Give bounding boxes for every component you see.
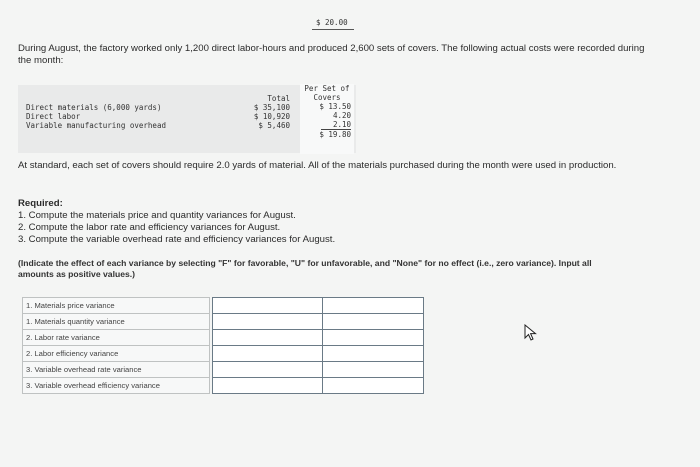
variance-effect-select[interactable] <box>323 314 423 329</box>
variance-effect-cell <box>323 330 424 346</box>
mouse-pointer-icon <box>524 324 538 347</box>
variance-amount-cell <box>213 298 323 314</box>
cost-row-label: Variable manufacturing overhead <box>26 121 166 130</box>
variance-amount-cell <box>213 314 323 330</box>
variance-amount-input[interactable] <box>213 362 322 377</box>
cost-row-label: Direct materials (6,000 yards) <box>26 103 162 112</box>
variance-answer-table <box>22 297 424 394</box>
variance-amount-cell <box>213 378 323 394</box>
standard-note: At standard, each set of covers should require 2.0 yards of material. All of the materials purchased during the month were used in production. <box>18 160 617 171</box>
total-header: Total <box>267 94 290 103</box>
required-item: 3. Compute the variable overhead rate and efficiency variances for August. <box>18 234 336 245</box>
per-set-value: 4.20 <box>332 111 351 120</box>
per-set-total: $ 19.80 <box>319 130 351 139</box>
variance-effect-cell <box>323 378 424 394</box>
per-set-header: Covers <box>313 93 341 102</box>
variance-amount-cell <box>213 346 323 362</box>
variance-amount-input[interactable] <box>213 346 322 361</box>
variance-effect-cell <box>323 298 424 314</box>
required-section <box>18 198 335 246</box>
per-set-value: $ 13.50 <box>319 102 351 111</box>
variance-effect-cell <box>323 346 424 362</box>
instruction-text: (Indicate the effect of each variance by selecting "F" for favorable, "U" for unfavorable, and "None" for no effect (i.e., zero variance). Input all amounts as positive values.) <box>18 258 592 279</box>
table-row <box>23 330 424 346</box>
per-set-value: 2.10 <box>321 120 351 130</box>
variance-amount-cell <box>213 330 323 346</box>
table-row <box>23 314 424 330</box>
variance-amount-cell <box>213 362 323 378</box>
variance-effect-select[interactable] <box>323 298 423 313</box>
required-title: Required: <box>18 198 63 209</box>
variance-label: 2. Labor rate variance <box>23 330 210 346</box>
variance-amount-input[interactable] <box>213 298 322 313</box>
variance-effect-select[interactable] <box>323 330 423 345</box>
variance-effect-cell <box>323 362 424 378</box>
variance-amount-input[interactable] <box>213 378 322 393</box>
per-set-header: Per Set of <box>304 84 350 93</box>
total-value: $ 10,920 <box>253 112 290 121</box>
total-column <box>248 94 290 130</box>
total-value: $ 5,460 <box>258 121 290 130</box>
required-item: 1. Compute the materials price and quantity variances for August. <box>18 210 296 221</box>
required-item: 2. Compute the labor rate and efficiency variances for August. <box>18 222 281 233</box>
variance-effect-select[interactable] <box>323 378 423 393</box>
variance-label: 2. Labor efficiency variance <box>23 346 210 362</box>
cost-row-label: Direct labor <box>26 112 81 121</box>
variance-amount-input[interactable] <box>213 314 322 329</box>
table-row <box>23 298 424 314</box>
previous-total-value: $ 20.00 <box>312 18 354 30</box>
variance-amount-input[interactable] <box>213 330 322 345</box>
table-row <box>23 346 424 362</box>
intro-text: During August, the factory worked only 1,200 direct labor-hours and produced 2,600 sets of covers. The following actual costs were recorded during the month: <box>18 43 645 66</box>
variance-effect-cell <box>323 314 424 330</box>
per-set-column <box>300 84 354 154</box>
variance-label: 3. Variable overhead efficiency variance <box>23 378 210 394</box>
variance-label: 3. Variable overhead rate variance <box>23 362 210 378</box>
variance-label: 1. Materials price variance <box>23 298 210 314</box>
table-row <box>23 378 424 394</box>
variance-label: 1. Materials quantity variance <box>23 314 210 330</box>
table-row <box>23 362 424 378</box>
total-value: $ 35,100 <box>253 103 290 112</box>
cost-row-labels <box>26 103 166 130</box>
variance-effect-select[interactable] <box>323 362 423 377</box>
variance-effect-select[interactable] <box>323 346 423 361</box>
